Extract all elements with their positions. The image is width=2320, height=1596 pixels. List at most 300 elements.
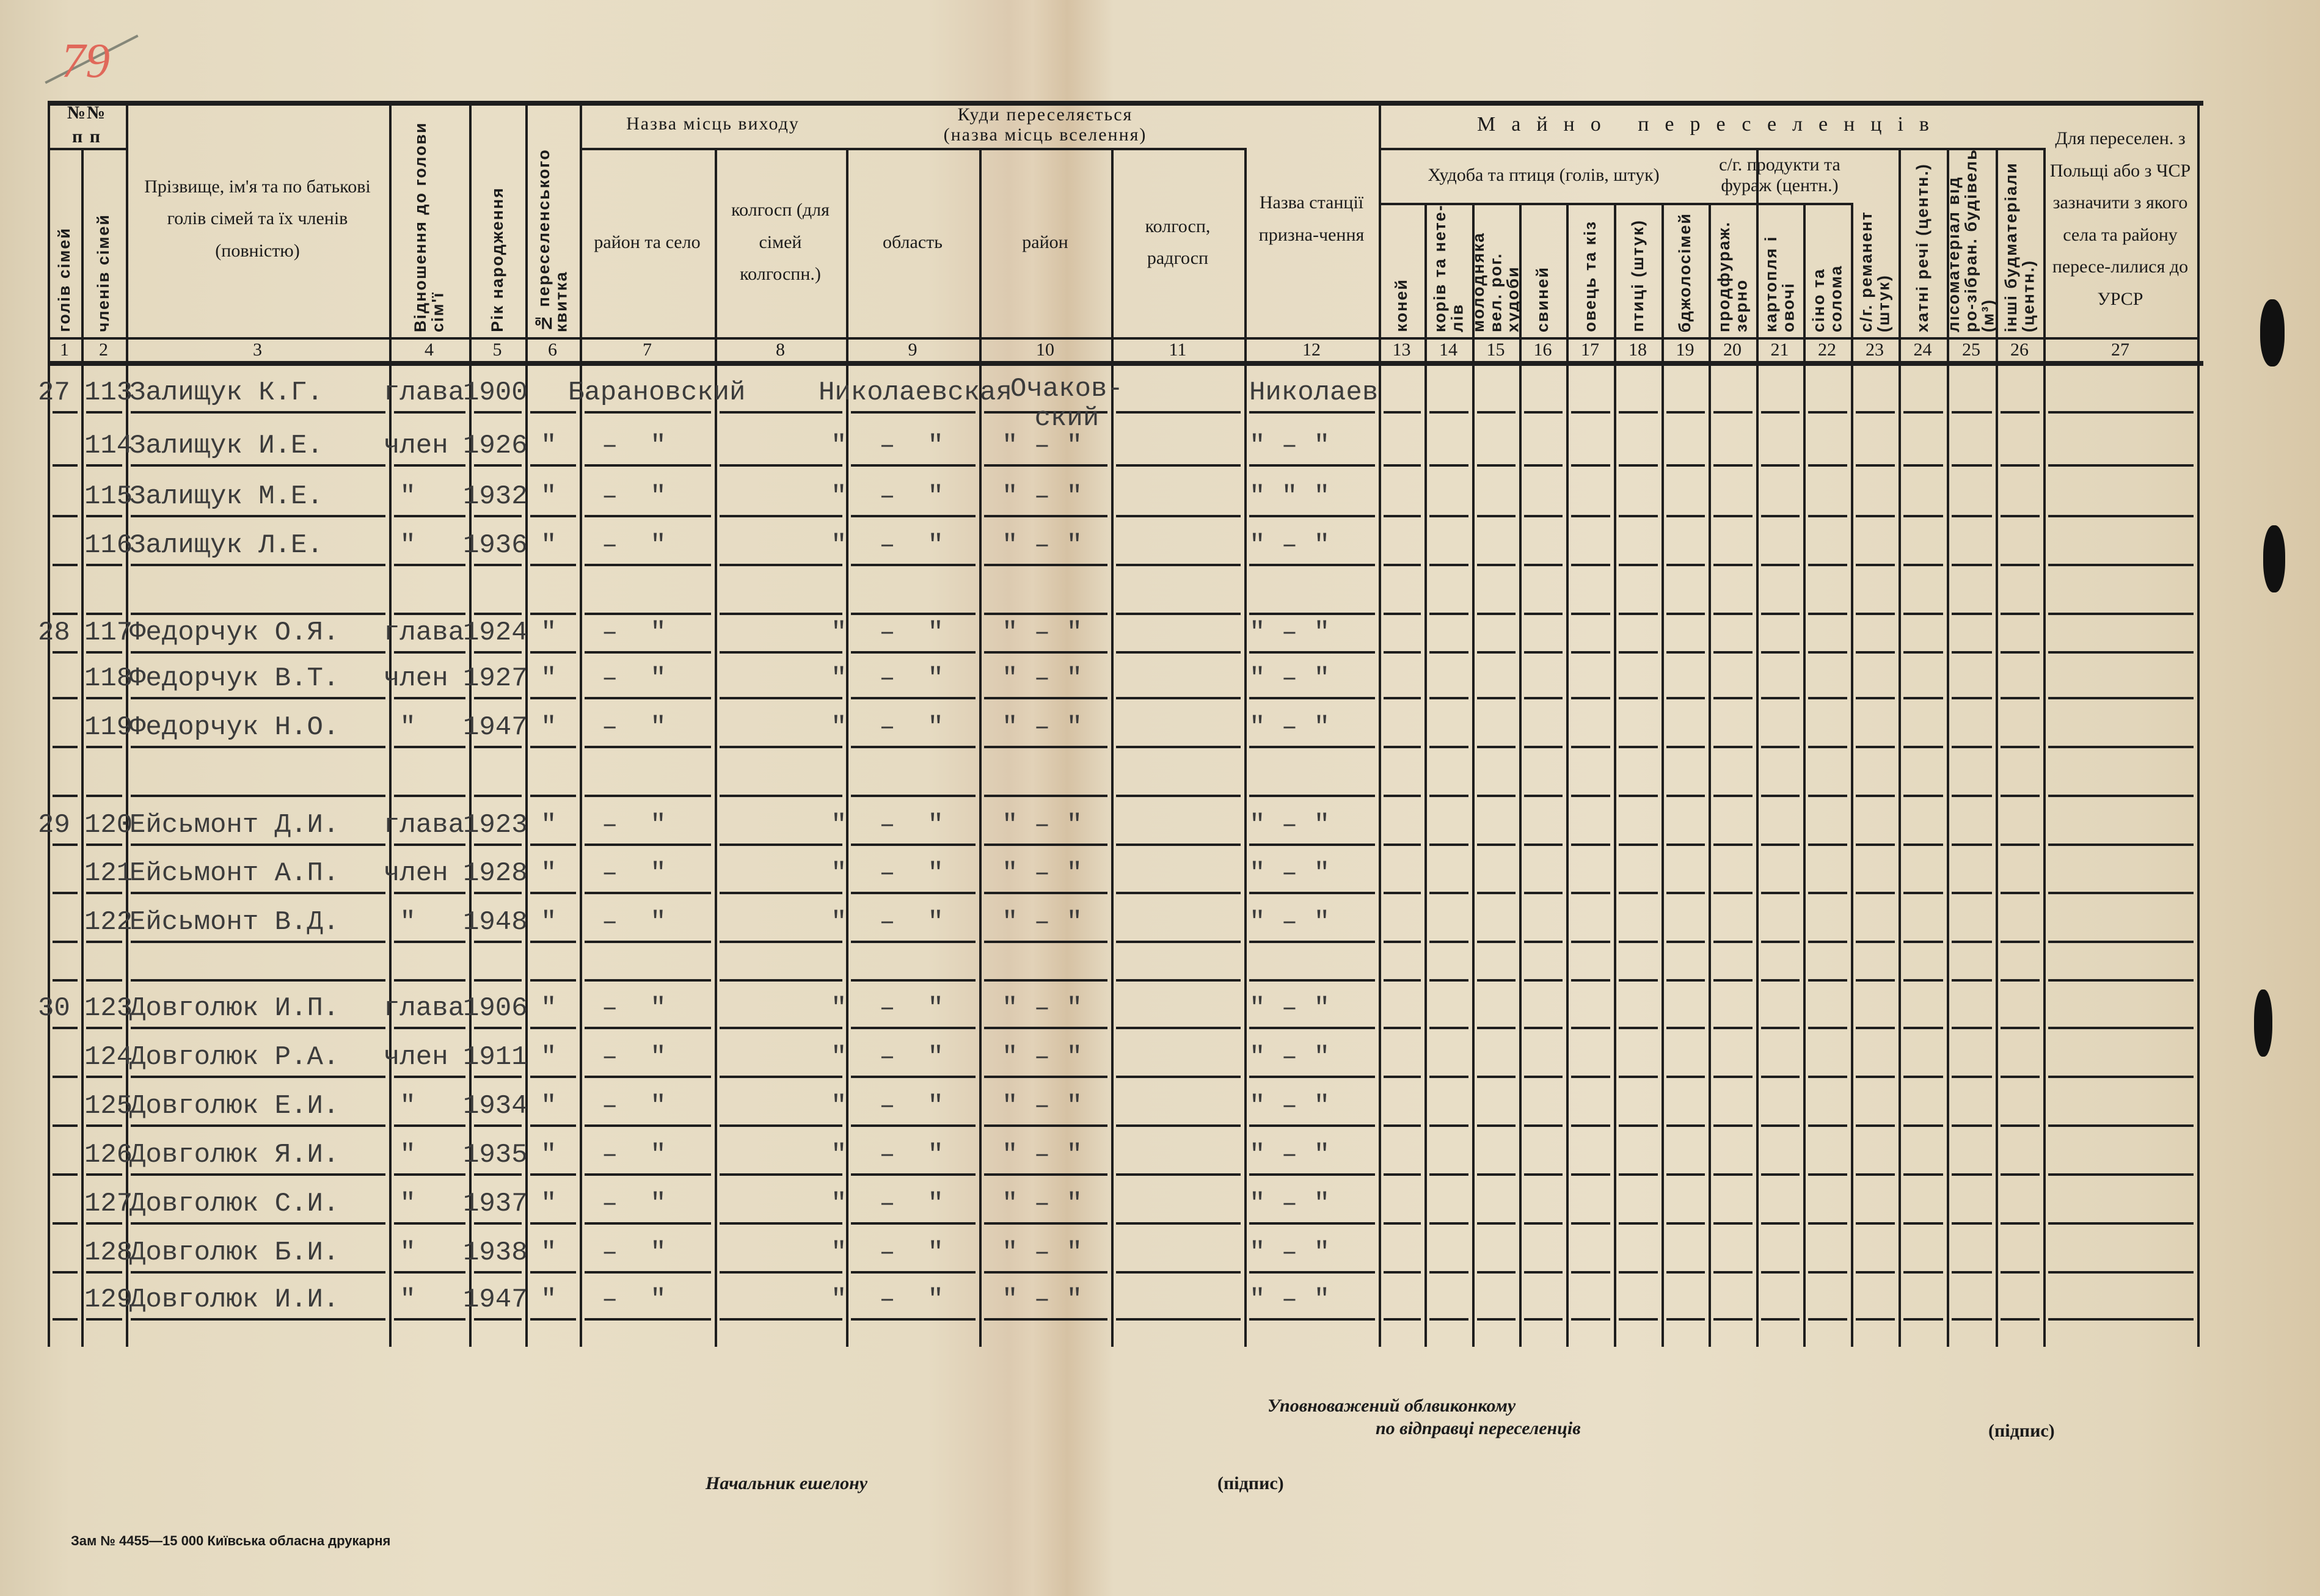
row-rule	[1856, 411, 1895, 414]
row-rule	[530, 979, 576, 982]
row-rule	[1952, 1173, 1992, 1176]
row-rule	[851, 411, 976, 414]
family-number: 29	[38, 810, 70, 840]
dest-station: " – "	[1249, 1237, 1330, 1268]
dest-oblast: " – "	[831, 907, 944, 938]
row-rule	[530, 1318, 576, 1321]
row-rule	[720, 464, 842, 467]
row-rule	[851, 844, 976, 846]
birth-year: 1935	[463, 1140, 528, 1170]
printer-imprint: Зам № 4455—15 000 Київська обласна друкарня	[71, 1533, 391, 1548]
ticket-number: "	[541, 431, 557, 461]
dest-oblast: " – "	[831, 481, 944, 512]
row-rule	[720, 746, 842, 748]
full-name: Ейсьмонт Д.И.	[129, 810, 340, 840]
row-rule	[530, 746, 576, 748]
column-number: 8	[776, 340, 785, 360]
row-rule	[585, 1271, 711, 1274]
row-rule	[2001, 979, 2040, 982]
row-rule	[1856, 1173, 1895, 1176]
birth-year: 1911	[463, 1042, 528, 1073]
ticket-number: "	[541, 858, 557, 889]
column-divider	[1566, 203, 1569, 1347]
row-rule	[1116, 1222, 1241, 1225]
row-rule	[1571, 564, 1610, 566]
row-rule	[1808, 1318, 1847, 1321]
column-number: 13	[1392, 340, 1411, 360]
row-rule	[1903, 1222, 1943, 1225]
dest-oblast: Николаевская	[819, 377, 1012, 408]
row-rule	[851, 979, 976, 982]
row-rule	[1249, 1222, 1375, 1225]
row-rule	[984, 1076, 1107, 1078]
full-name: Федорчук Н.О.	[129, 712, 340, 743]
row-rule	[1761, 1173, 1800, 1176]
row-rule	[720, 1318, 842, 1321]
row-rule	[86, 564, 122, 566]
row-rule	[585, 844, 711, 846]
row-rule	[394, 1124, 465, 1127]
row-rule	[1384, 697, 1421, 699]
row-rule	[1903, 464, 1943, 467]
column-header-27	[2043, 101, 2197, 337]
row-rule	[53, 1076, 78, 1078]
row-rule	[1384, 464, 1421, 467]
row-rule	[1903, 697, 1943, 699]
row-rule	[2048, 613, 2194, 615]
row-rule	[1477, 1222, 1516, 1225]
relationship: глава	[384, 993, 465, 1024]
row-rule	[984, 564, 1107, 566]
dest-station: " – "	[1249, 530, 1330, 561]
row-rule	[2001, 892, 2040, 894]
row-rule	[1249, 795, 1375, 797]
birth-year: 1928	[463, 858, 528, 889]
row-rule	[1619, 844, 1658, 846]
column-divider	[1851, 203, 1853, 1347]
row-rule	[2048, 746, 2194, 748]
dest-district: " – "	[1002, 1237, 1083, 1268]
row-rule	[1116, 979, 1241, 982]
row-rule	[474, 564, 522, 566]
row-rule	[720, 1173, 842, 1176]
row-rule	[1761, 515, 1800, 517]
row-rule	[131, 651, 385, 654]
header-bottom-rule	[48, 361, 2203, 366]
row-rule	[1384, 746, 1421, 748]
row-rule	[1808, 979, 1847, 982]
column-header-label: район	[1022, 231, 1068, 252]
row-rule	[1384, 1318, 1421, 1321]
row-rule	[1666, 1124, 1705, 1127]
column-header-label: бджолосімей	[1676, 212, 1694, 332]
column-divider	[1519, 203, 1522, 1347]
row-rule	[984, 1173, 1107, 1176]
birth-year: 1936	[463, 530, 528, 561]
column-header-label: с/г. реманент (штук)	[1856, 211, 1892, 332]
row-rule	[1619, 746, 1658, 748]
origin-district: – "	[602, 712, 666, 743]
authorized-label-line1: Уповноважений облвиконкому	[1268, 1396, 1516, 1416]
column-header-label: колгосп (для сімей колгоспн.)	[731, 200, 830, 285]
member-number: 119	[84, 712, 133, 743]
row-rule	[1116, 1076, 1241, 1078]
column-divider	[1803, 203, 1806, 1347]
row-rule	[1666, 844, 1705, 846]
row-rule	[2048, 1124, 2194, 1127]
row-rule	[1524, 697, 1563, 699]
row-rule	[585, 892, 711, 894]
row-rule	[720, 1124, 842, 1127]
row-rule	[1952, 795, 1992, 797]
row-rule	[1713, 613, 1753, 615]
row-rule	[1429, 941, 1468, 943]
row-rule	[1713, 941, 1753, 943]
dest-station: " – "	[1249, 1042, 1330, 1073]
dest-oblast: " – "	[831, 993, 944, 1024]
row-rule	[1384, 1222, 1421, 1225]
row-rule	[394, 941, 465, 943]
row-rule	[1952, 1222, 1992, 1225]
row-rule	[1524, 1173, 1563, 1176]
row-rule	[1384, 1271, 1421, 1274]
row-rule	[1952, 651, 1992, 654]
paper-hole	[2254, 989, 2272, 1057]
row-rule	[1249, 1173, 1375, 1176]
row-rule	[1952, 979, 1992, 982]
row-rule	[1808, 746, 1847, 748]
row-rule	[1713, 1173, 1753, 1176]
row-rule	[984, 795, 1107, 797]
row-rule	[984, 697, 1107, 699]
dest-district: " – "	[1002, 431, 1083, 461]
row-rule	[720, 411, 842, 414]
row-rule	[1856, 1271, 1895, 1274]
row-rule	[474, 795, 522, 797]
dest-oblast: " – "	[831, 530, 944, 561]
row-rule	[1619, 1173, 1658, 1176]
column-header-13	[1379, 203, 1424, 337]
row-rule	[1116, 746, 1241, 748]
member-number: 125	[84, 1091, 133, 1121]
row-rule	[1116, 941, 1241, 943]
row-rule	[984, 1027, 1107, 1029]
row-rule	[131, 464, 385, 467]
row-rule	[1116, 1173, 1241, 1176]
row-rule	[131, 1027, 385, 1029]
row-rule	[1249, 515, 1375, 517]
ticket-number: "	[541, 481, 557, 512]
row-rule	[851, 564, 976, 566]
row-rule	[86, 613, 122, 615]
row-rule	[1808, 1173, 1847, 1176]
birth-year: 1924	[463, 618, 528, 648]
full-name: Ейсьмонт В.Д.	[129, 907, 340, 938]
row-rule	[1429, 892, 1468, 894]
birth-year: 1923	[463, 810, 528, 840]
row-rule	[2001, 464, 2040, 467]
row-rule	[86, 464, 122, 467]
row-rule	[720, 979, 842, 982]
row-rule	[984, 979, 1107, 982]
row-rule	[53, 979, 78, 982]
row-rule	[1429, 697, 1468, 699]
row-rule	[585, 795, 711, 797]
row-rule	[2048, 941, 2194, 943]
origin-district: – "	[602, 1189, 666, 1219]
row-rule	[1384, 515, 1421, 517]
row-rule	[1249, 941, 1375, 943]
relationship: "	[384, 530, 416, 561]
column-header-label: Назва станції призна-чення	[1258, 192, 1365, 245]
relationship: "	[384, 1237, 416, 1268]
row-rule	[1666, 564, 1705, 566]
row-rule	[2001, 1124, 2040, 1127]
row-rule	[585, 613, 711, 615]
row-rule	[1249, 746, 1375, 748]
dest-oblast: " – "	[831, 810, 944, 840]
row-rule	[2001, 941, 2040, 943]
row-rule	[86, 1027, 122, 1029]
row-rule	[720, 795, 842, 797]
row-rule	[1903, 1124, 1943, 1127]
row-rule	[53, 1271, 78, 1274]
birth-year: 1948	[463, 907, 528, 938]
row-rule	[1713, 697, 1753, 699]
row-rule	[1384, 892, 1421, 894]
row-rule	[1249, 651, 1375, 654]
member-number: 120	[84, 810, 133, 840]
row-rule	[131, 411, 385, 414]
column-header-15	[1468, 203, 1522, 337]
row-rule	[1429, 1173, 1468, 1176]
row-rule	[1903, 1027, 1943, 1029]
row-rule	[585, 941, 711, 943]
row-rule	[53, 941, 78, 943]
row-rule	[720, 1222, 842, 1225]
dest-district: Очаков- ский	[1010, 374, 1123, 434]
dest-district: " – "	[1002, 810, 1083, 840]
row-rule	[86, 892, 122, 894]
row-rule	[131, 892, 385, 894]
row-rule	[1713, 1027, 1753, 1029]
dest-district: " – "	[1002, 663, 1083, 694]
row-rule	[1761, 746, 1800, 748]
header-group-livestock: Худоба та птиця (голів, штук)	[1428, 164, 1660, 185]
row-rule	[2001, 844, 2040, 846]
dest-district: " – "	[1002, 618, 1083, 648]
row-rule	[1571, 1124, 1610, 1127]
row-rule	[720, 515, 842, 517]
row-rule	[984, 651, 1107, 654]
row-rule	[1666, 464, 1705, 467]
row-rule	[720, 844, 842, 846]
row-rule	[1903, 892, 1943, 894]
row-rule	[1856, 941, 1895, 943]
row-rule	[1952, 515, 1992, 517]
row-rule	[1619, 464, 1658, 467]
column-number: 20	[1723, 340, 1742, 360]
row-rule	[1713, 1271, 1753, 1274]
row-rule	[1477, 746, 1516, 748]
row-rule	[1429, 844, 1468, 846]
row-rule	[2001, 795, 2040, 797]
column-number: 10	[1036, 340, 1054, 360]
full-name: Залищук М.Е.	[129, 481, 323, 512]
column-number: 26	[2010, 340, 2029, 360]
row-rule	[1808, 941, 1847, 943]
row-rule	[1524, 1271, 1563, 1274]
column-number: 14	[1439, 340, 1457, 360]
row-rule	[1952, 464, 1992, 467]
row-rule	[1903, 515, 1943, 517]
row-rule	[53, 464, 78, 467]
row-rule	[2001, 697, 2040, 699]
member-number: 121	[84, 858, 133, 889]
row-rule	[2048, 515, 2194, 517]
row-rule	[2048, 651, 2194, 654]
relationship: член	[384, 858, 448, 889]
row-rule	[1713, 979, 1753, 982]
row-rule	[585, 464, 711, 467]
row-rule	[1524, 844, 1563, 846]
row-rule	[530, 1124, 576, 1127]
birth-year: 1934	[463, 1091, 528, 1121]
echelon-chief-label: Начальник ешелону	[706, 1473, 868, 1493]
row-rule	[1808, 844, 1847, 846]
row-rule	[2001, 1222, 2040, 1225]
row-rule	[1666, 1271, 1705, 1274]
column-header-23	[1851, 148, 1899, 337]
birth-year: 1906	[463, 993, 528, 1024]
row-rule	[1477, 979, 1516, 982]
dest-station: " – "	[1249, 1189, 1330, 1219]
row-rule	[1477, 844, 1516, 846]
row-rule	[1666, 651, 1705, 654]
row-rule	[530, 651, 576, 654]
row-rule	[1524, 464, 1563, 467]
row-rule	[1713, 411, 1753, 414]
row-rule	[1571, 1027, 1610, 1029]
row-rule	[984, 613, 1107, 615]
full-name: Довголюк Р.А.	[129, 1042, 340, 1073]
paper-hole	[2260, 299, 2285, 366]
row-rule	[474, 892, 522, 894]
row-rule	[1903, 746, 1943, 748]
row-rule	[1903, 1076, 1943, 1078]
row-rule	[720, 613, 842, 615]
row-rule	[851, 941, 976, 943]
row-rule	[1808, 464, 1847, 467]
row-rule	[86, 844, 122, 846]
column-header-label: птиці (штук)	[1628, 219, 1647, 332]
row-rule	[1808, 651, 1847, 654]
ticket-number: "	[541, 530, 557, 561]
dest-district: " – "	[1002, 1091, 1083, 1121]
row-rule	[2001, 1318, 2040, 1321]
row-rule	[394, 564, 465, 566]
column-header-18	[1614, 203, 1662, 337]
row-rule	[474, 1173, 522, 1176]
row-rule	[474, 1271, 522, 1274]
column-number: 3	[253, 340, 262, 360]
row-rule	[1761, 979, 1800, 982]
row-rule	[1619, 411, 1658, 414]
row-rule	[2048, 1173, 2194, 1176]
dest-station: " – "	[1249, 663, 1330, 694]
row-rule	[1808, 1222, 1847, 1225]
column-header-label: інші будматеріали (центн.)	[2001, 162, 2037, 332]
row-rule	[720, 1076, 842, 1078]
row-rule	[851, 1222, 976, 1225]
row-rule	[720, 697, 842, 699]
member-number: 123	[84, 993, 133, 1024]
column-header-label: хатні речі (центн.)	[1913, 162, 1932, 332]
row-rule	[1524, 795, 1563, 797]
ticket-number: "	[541, 1042, 557, 1073]
row-rule	[1808, 1027, 1847, 1029]
column-header-label: Для переселен. з Польщі або з ЧСР зазначити з якого села та району пересе-лилися до УРСР	[2049, 128, 2191, 309]
ticket-number: "	[541, 1284, 557, 1315]
row-rule	[1249, 1318, 1375, 1321]
row-rule	[1116, 411, 1241, 414]
row-rule	[585, 697, 711, 699]
row-rule	[53, 1318, 78, 1321]
column-header-label: лісоматеріал від ро-зібран. будівель (м³)	[1944, 148, 1998, 332]
row-rule	[2048, 411, 2194, 414]
relationship: "	[384, 907, 416, 938]
column-number: 6	[548, 340, 557, 360]
column-number: 12	[1302, 340, 1321, 360]
row-rule	[53, 892, 78, 894]
column-header-label: область	[883, 231, 943, 252]
row-rule	[1477, 464, 1516, 467]
row-rule	[530, 1027, 576, 1029]
column-number: 5	[492, 340, 502, 360]
row-rule	[1761, 795, 1800, 797]
row-rule	[1429, 979, 1468, 982]
column-header-19	[1662, 203, 1709, 337]
full-name: Довголюк И.П.	[129, 993, 340, 1024]
column-header-16	[1519, 203, 1566, 337]
birth-year: 1900	[463, 377, 528, 408]
row-rule	[86, 746, 122, 748]
row-rule	[1713, 1076, 1753, 1078]
full-name: Довголюк Б.И.	[129, 1237, 340, 1268]
row-rule	[1856, 515, 1895, 517]
row-rule	[2048, 464, 2194, 467]
row-rule	[1116, 1124, 1241, 1127]
relationship: член	[384, 431, 448, 461]
signature-label-echelon: (підпис)	[1217, 1473, 1284, 1493]
row-rule	[86, 941, 122, 943]
row-rule	[1429, 411, 1468, 414]
origin-district: – "	[602, 1091, 666, 1121]
row-rule	[1524, 411, 1563, 414]
row-rule	[474, 1027, 522, 1029]
origin-district: – "	[602, 1237, 666, 1268]
row-rule	[1666, 746, 1705, 748]
member-number: 127	[84, 1189, 133, 1219]
row-rule	[1619, 697, 1658, 699]
authorized-label-line2: по відправці переселенців	[1376, 1418, 1581, 1438]
column-header-3	[126, 101, 389, 337]
column-divider	[1709, 203, 1711, 1347]
ticket-number: "	[541, 1237, 557, 1268]
origin-district: – "	[602, 618, 666, 648]
row-rule	[585, 411, 711, 414]
row-rule	[1856, 1124, 1895, 1127]
